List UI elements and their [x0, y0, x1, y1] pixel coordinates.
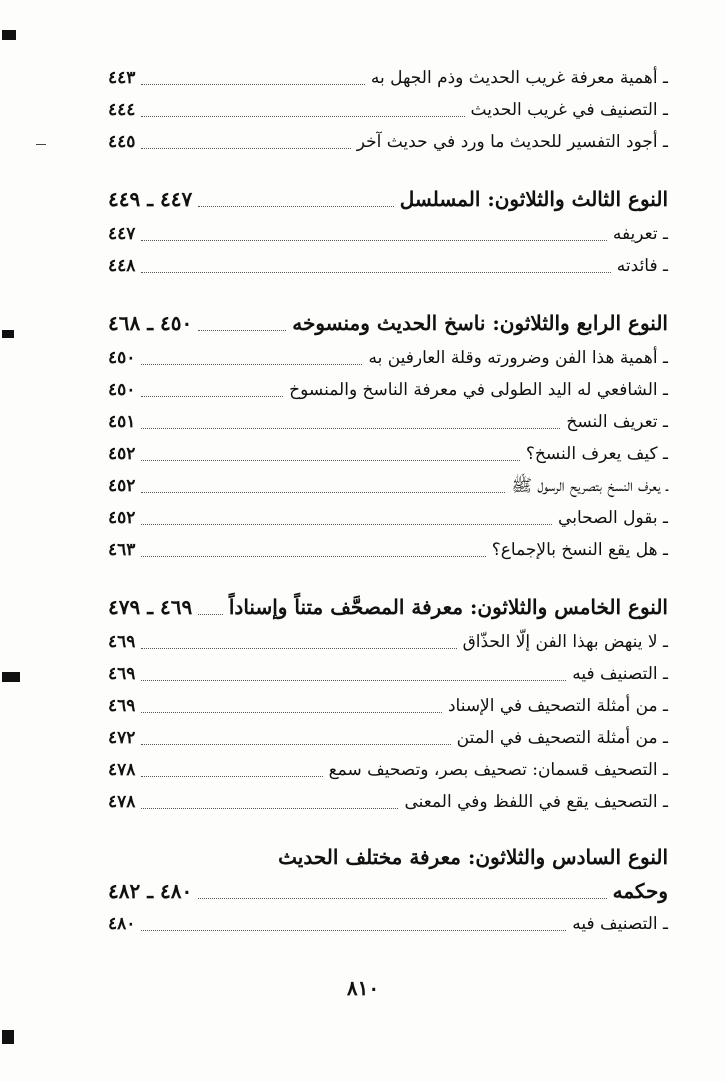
dot-leader: [141, 460, 519, 461]
toc-entry[interactable]: [108, 218, 668, 250]
section-pages: ٤٦٩ ـ ٤٧٩: [108, 595, 193, 619]
entry-page: ٤٥٠: [108, 348, 136, 368]
dot-leader: [198, 898, 606, 899]
section-title: النوع الثالث والثلاثون: المسلسل: [399, 187, 668, 211]
section-title: النوع الخامس والثلاثون: معرفة المصحَّف متناً وإسناداً: [228, 595, 668, 619]
entry-title: ـ من أمثلة التصحيف في المتن: [456, 728, 668, 748]
dot-leader: [141, 492, 505, 493]
toc-entry[interactable]: [108, 690, 668, 722]
dot-leader: [141, 744, 450, 745]
toc-entry[interactable]: [108, 754, 668, 786]
toc-entry[interactable]: [108, 250, 668, 282]
entry-page: ٤٧٨: [108, 760, 136, 780]
entry-page: ٤٤٤: [108, 100, 136, 120]
dot-leader: [141, 364, 362, 365]
scan-mark: [2, 30, 16, 40]
dot-leader: [141, 428, 560, 429]
section-title: النوع الرابع والثلاثون: ناسخ الحديث ومنسوخه: [292, 311, 668, 335]
toc-entry[interactable]: [108, 470, 668, 502]
entry-title: ـ تعريف النسخ: [566, 412, 668, 432]
entry-page: ٤٤٨: [108, 256, 136, 276]
toc-entry[interactable]: [108, 502, 668, 534]
section-heading[interactable]: [108, 588, 668, 626]
toc-entry[interactable]: [108, 374, 668, 406]
section-title: النوع السادس والثلاثون: معرفة مختلف الحديث: [278, 845, 668, 869]
entry-page: ٤٧٨: [108, 792, 136, 812]
toc-entry[interactable]: [108, 406, 668, 438]
toc-entry[interactable]: [108, 908, 668, 940]
dot-leader: [141, 84, 364, 85]
toc-entry[interactable]: [108, 658, 668, 690]
dot-leader: [141, 148, 350, 149]
entry-title: ـ الشافعي له اليد الطولى في معرفة الناسخ والمنسوخ: [289, 380, 668, 400]
entry-title: ـ كيف يعرف النسخ؟: [525, 444, 668, 464]
dot-leader: [198, 330, 286, 331]
table-of-contents: [108, 62, 668, 940]
toc-entry[interactable]: [108, 722, 668, 754]
entry-page: ٤٥٢: [108, 508, 136, 528]
entry-page: ٤٦٩: [108, 632, 136, 652]
entry-title: ـ التصحيف يقع في اللفظ وفي المعنى: [404, 792, 668, 812]
entry-title: ـ التصنيف فيه: [572, 914, 668, 934]
dot-leader: [141, 272, 610, 273]
entry-page: ٤٥٢: [108, 476, 136, 496]
toc-entry[interactable]: [108, 342, 668, 374]
dot-leader: [141, 524, 552, 525]
toc-entry[interactable]: [108, 534, 668, 566]
entry-page: ٤٨٠: [108, 914, 136, 934]
entry-page: ٤٦٩: [108, 696, 136, 716]
dot-leader: [198, 614, 223, 615]
entry-page: ٤٥٢: [108, 444, 136, 464]
dot-leader: [141, 712, 442, 713]
toc-entry[interactable]: [108, 62, 668, 94]
entry-title: ـ هل يقع النسخ بالإجماع؟: [491, 540, 668, 560]
entry-title: ـ أهمية معرفة غريب الحديث وذم الجهل به: [370, 68, 668, 88]
entry-page: ٤٤٧: [108, 224, 136, 244]
entry-title: ـ بقول الصحابي: [558, 508, 668, 528]
toc-entry[interactable]: [108, 626, 668, 658]
dot-leader: [141, 808, 398, 809]
dot-leader: [141, 776, 322, 777]
section-heading[interactable]: [108, 304, 668, 342]
entry-page: ٤٦٣: [108, 540, 136, 560]
entry-title: ـ التصنيف في غريب الحديث: [470, 100, 668, 120]
dot-leader: [141, 648, 456, 649]
scan-mark: [36, 144, 46, 145]
section-heading[interactable]: [108, 180, 668, 218]
scan-mark: [2, 1030, 14, 1044]
entry-title: ـ لا ينهض بهذا الفن إلّا الحذّاق: [462, 632, 668, 652]
entry-page: ٤٦٩: [108, 664, 136, 684]
toc-entry[interactable]: [108, 786, 668, 818]
page-number: ٨١٠: [346, 976, 380, 1000]
dot-leader: [141, 680, 566, 681]
entry-page: ٤٤٥: [108, 132, 136, 152]
scan-mark: [2, 330, 14, 338]
section-title-continued: وحكمه: [612, 879, 668, 903]
toc-entry[interactable]: [108, 438, 668, 470]
section-pages: ٤٨٠ ـ ٤٨٢: [108, 879, 193, 903]
dot-leader: [141, 396, 283, 397]
entry-title: ـ أجود التفسير للحديث ما ورد في حديث آخر: [356, 132, 668, 152]
entry-title: ـ تعريفه: [612, 224, 668, 244]
section-pages: ٤٥٠ ـ ٤٦٨: [108, 311, 193, 335]
section-pages: ٤٤٧ ـ ٤٤٩: [108, 187, 193, 211]
entry-page: ٤٥١: [108, 412, 136, 432]
toc-entry[interactable]: [108, 94, 668, 126]
dot-leader: [141, 240, 606, 241]
entry-title: ـ فائدته: [616, 256, 668, 276]
entry-title: ـ من أمثلة التصحيف في الإسناد: [447, 696, 668, 716]
scan-mark: [2, 672, 20, 682]
entry-page: ٤٤٣: [108, 68, 136, 88]
entry-page: ٤٥٠: [108, 380, 136, 400]
entry-page: ٤٧٢: [108, 728, 136, 748]
entry-title: ـ أهمية هذا الفن وضرورته وقلة العارفين به: [368, 348, 668, 368]
dot-leader: [141, 930, 566, 931]
dot-leader: [198, 206, 393, 207]
toc-entry[interactable]: [108, 126, 668, 158]
entry-title: ـ التصنيف فيه: [572, 664, 668, 684]
dot-leader: [141, 116, 464, 117]
section-heading[interactable]: [108, 840, 668, 908]
dot-leader: [141, 556, 485, 557]
entry-title: ـ يعرف النسخ بتصريح الرسول ﷺ: [511, 476, 668, 496]
entry-title: ـ التصحيف قسمان: تصحيف بصر، وتصحيف سمع: [328, 760, 668, 780]
